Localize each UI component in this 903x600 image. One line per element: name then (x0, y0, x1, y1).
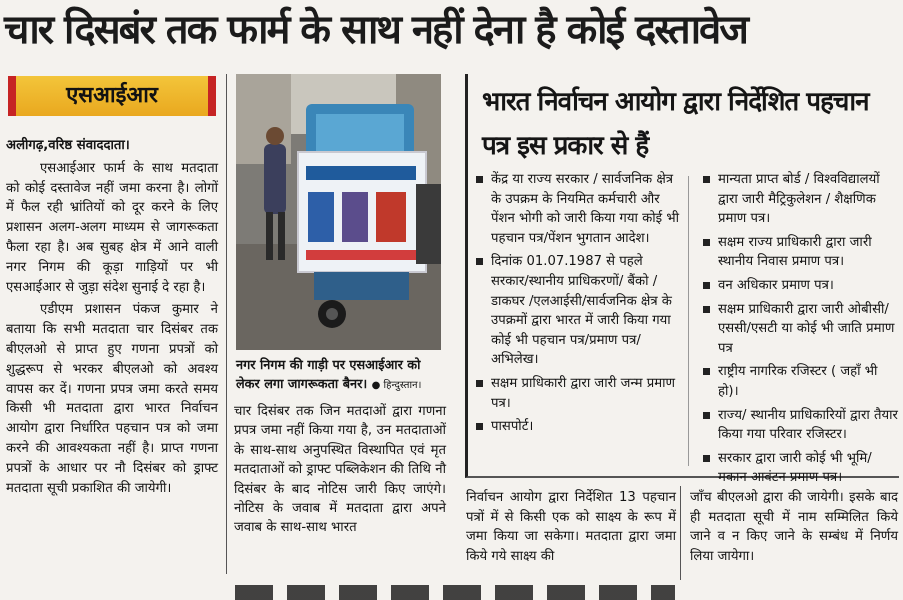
byline: अलीगढ़,वरिष्ठ संवाददाता। (6, 138, 130, 153)
caption-source: ● हिन्दुस्तान। (371, 380, 422, 391)
list-item: सक्षम प्राधिकारी द्वारा जारी ओबीसी/एससी/एसटी या कोई भी जाति प्रमाण पत्र (702, 300, 898, 359)
documents-list-right (702, 170, 898, 492)
story-column-2: चार दिसंबर तक जिन मतदाओं द्वारा गणना प्रपत्र जमा नहीं किया गया है, उन मतदाताओं के साथ-साथ अनुपस्थित विस्थापित एवं मृत मतदाताओं को ड्राफ्ट पब्लिकेशन की तिथि नौ दिसंबर के बाद नोटिस जारी किए जाएंगे। नोटिस के जवाब में मतदाता द्वारा अपने जवाब के साथ-साथ भारत (234, 404, 446, 536)
clipboard-icon (308, 192, 334, 242)
story-paragraph: एडीएम प्रशासन पंकज कुमार ने बताया कि सभी मतदाता चार दिसंबर तक बीएलओ से प्राप्त हुए गणना प्रपत्रों को शुद्धरूप से भरकर बीएलओ को अवश्य वापस कर दें। गणना प्रपत्र जमा करते समय किसी भी मतदाता द्वारा भारत निर्वाचन आयोग द्वारा निर्धारित पहचान पत्र को जमा करने की आवश्यकता नहीं है। प्राप्त गणना प्रपत्रों के आधार पर नौ दिसंबर को ड्राफ्ट मतदाता सूची प्रकाशित की जायेगी। (6, 302, 218, 496)
story-column-4: जाँच बीएलओ द्वारा की जायेगी। इसके बाद ही मतदाता सूची में नाम सम्मिलित किये जाने व न किए जाने के सम्बंध में निर्णय लिया जायेगा। (690, 490, 898, 564)
story-column-3: निर्वाचन आयोग द्वारा निर्देशित 13 पहचान पत्रों में से किसी एक को साक्ष्य के रूप में जमा किया जा सकेगा। मतदाता द्वारा जमा किये गये साक्ष्य की (466, 490, 676, 564)
section-kicker (8, 76, 216, 116)
list-item: पासपोर्ट। (475, 417, 680, 437)
list-item: सक्षम राज्य प्राधिकारी द्वारा जारी स्थानीय निवास प्रमाण पत्र। (702, 233, 898, 272)
ballot-icon (376, 192, 406, 242)
box-title: भारत निर्वाचन आयोग द्वारा निर्देशित पहचान पत्र इस प्रकार से हैं (482, 87, 869, 161)
documents-list-left (475, 170, 680, 441)
cropped-headline-fragment (235, 579, 675, 600)
list-item: वन अधिकार प्रमाण पत्र। (702, 276, 898, 296)
photo-caption (236, 356, 446, 395)
list-item: राज्य/ स्थानीय प्राधिकारियों द्वारा तैयार किया गया परिवार रजिस्टर। (702, 406, 898, 445)
kicker-label: एसआईआर (66, 83, 158, 108)
mobile-icon (342, 192, 368, 242)
news-photo (236, 74, 441, 350)
list-item: मान्यता प्राप्त बोर्ड / विश्वविद्यालयों द्वारा जारी मैट्रिकुलेशन / शैक्षणिक प्रमाण पत्र। (702, 170, 898, 229)
garbage-vehicle-illustration (236, 74, 441, 350)
story-column-1 (6, 136, 218, 498)
list-item: राष्ट्रीय नागरिक रजिस्टर ( जहाँ भी हो)। (702, 362, 898, 401)
list-item: केंद्र या राज्य सरकार / सार्वजनिक क्षेत्र के उपक्रम के नियमित कर्मचारी और पेंशन भोगी को जारी किया गया कोई भी पहचान पत्र/पेंशन भुगतान आदेश। (475, 170, 680, 248)
story-paragraph: एसआईआर फार्म के साथ मतदाता को कोई दस्तावेज नहीं जमा करना है। लोगों में फैल रही भ्रांतियों को दूर करने के लिए प्रशासन अलग-अलग माध्यम से जागरूकता फैला रहा है। अब सुबह क्षेत्र में आने वाली नगर निगम की कूड़ा गाड़ियों पर भी एसआईआर से जुड़ा संदेश सुनाई दे रहा है। (6, 160, 218, 295)
list-item: सक्षम प्राधिकारी द्वारा जारी जन्म प्रमाण पत्र। (475, 374, 680, 413)
column-rule (680, 486, 681, 580)
list-item: दिनांक 01.07.1987 से पहले सरकार/स्थानीय प्राधिकरणों/ बैंको / डाकघर /एलआईसी/सार्वजनिक क्षेत्र के उपक्रमों द्वारा भारत में जारी किया गया कोई भी पहचान पत्र/प्रमाण पत्र/अभिलेख। (475, 252, 680, 370)
headline: चार दिसबंर तक फार्म के साथ नहीं देना है कोई दस्तावेज (4, 7, 747, 53)
list-item: सरकार द्वारा जारी कोई भी भूमि/मकान आवंटन प्रमाण पत्र। (702, 449, 898, 488)
column-rule (226, 74, 227, 574)
caption-text: नगर निगम की गाड़ी पर एसआईआर को लेकर लगा जागरूकता बैनर। (236, 358, 421, 392)
